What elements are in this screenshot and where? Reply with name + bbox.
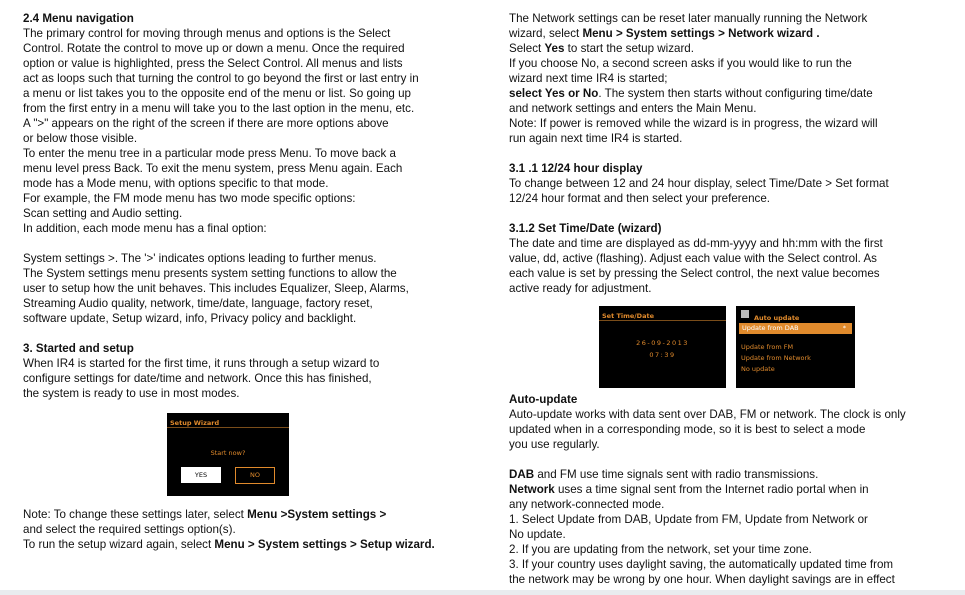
- text-line: System settings >. The '>' indicates options leading to further menus.: [23, 252, 377, 265]
- set-time-date-screen: [599, 306, 726, 388]
- text-line: you use regularly.: [509, 438, 600, 451]
- text-line: 3. If your country uses daylight saving, the automatically updated time from: [509, 558, 894, 571]
- text-line: A ">" appears on the right of the screen if there are more options above: [23, 117, 389, 130]
- divider: [599, 320, 726, 321]
- text-line: [509, 467, 949, 482]
- list-icon: [741, 310, 749, 318]
- text-line: wizard next time IR4 is started;: [509, 72, 668, 85]
- text-line: To enter the menu tree in a particular mode press Menu. To move back a: [23, 147, 396, 160]
- screen-title: Set Time/Date: [602, 312, 654, 320]
- text-line: menu level press Back. To exit the menu system, press Menu again. Each: [23, 162, 403, 175]
- date-value: 26-09-2013: [636, 339, 689, 347]
- note-menu-path: Menu > System settings > Setup wizard.: [214, 538, 435, 551]
- auto-update-screen: [736, 306, 855, 388]
- body-text: to start the setup wizard.: [564, 42, 694, 55]
- page-bottom-bar: [0, 590, 965, 595]
- text-line: The date and time are displayed as dd-mm-yyyy and hh:mm with the first: [509, 237, 883, 250]
- text-line: [509, 26, 949, 41]
- text-line: updated when in a corresponding mode, so it is best to select a mode: [509, 423, 866, 436]
- text-line: No update.: [509, 528, 566, 541]
- text-line: software update, Setup wizard, info, Privacy policy and backlight.: [23, 312, 357, 325]
- text-line: Scan setting and Audio setting.: [23, 207, 183, 220]
- text-line: Control. Rotate the control to move up or down a menu. Once the required: [23, 42, 405, 55]
- text-line: each value is set by pressing the Select control, the next value becomes: [509, 267, 880, 280]
- text-line: value, dd, active (flashing). Adjust each value with the Select control. As: [509, 252, 877, 265]
- menu-option: Update from FM: [741, 343, 794, 351]
- menu-navigation-body: [23, 26, 473, 236]
- menu-path: Menu > System settings > Network wizard .: [582, 27, 820, 40]
- text-line: user to setup how the unit behaves. This includes Equalizer, Sleep, Alarms,: [23, 282, 409, 295]
- text-line: The primary control for moving through menus and options is the Select: [23, 27, 391, 40]
- menu-option: Update from Network: [741, 354, 811, 362]
- text-line: The System settings menu presents system setting functions to allow the: [23, 267, 397, 280]
- emphasis: Yes: [544, 42, 565, 55]
- body-text: and FM use time signals sent with radio transmissions.: [534, 468, 819, 481]
- text-line: If you choose No, a second screen asks if you would like to run the: [509, 57, 852, 70]
- text-line: In addition, each mode menu has a final option:: [23, 222, 267, 235]
- text-line: and select the required settings option(s).: [23, 523, 236, 536]
- text-line: [509, 482, 949, 497]
- emphasis: select Yes or No: [509, 87, 599, 100]
- current-marker: *: [842, 324, 846, 332]
- text-line: act as loops such that turning the control to go beyond the first or last entry in: [23, 72, 419, 85]
- text-line: [23, 537, 473, 552]
- text-line: mode has a Mode menu, with options specific to that mode.: [23, 177, 329, 190]
- text-line: [509, 41, 949, 56]
- selected-option-label: Update from DAB: [742, 324, 799, 332]
- text-line: 1. Select Update from DAB, Update from FM, Update from Network or: [509, 513, 868, 526]
- setup-wizard-screen: [167, 413, 289, 496]
- text-line: 12/24 hour format and then select your preference.: [509, 192, 771, 205]
- text-line: Streaming Audio quality, network, time/date, language, factory reset,: [23, 297, 373, 310]
- body-text: uses a time signal sent from the Internet radio portal when in: [554, 483, 869, 496]
- body-text: wizard, select: [509, 27, 583, 40]
- text-line: To change between 12 and 24 hour display, select Time/Date > Set format: [509, 177, 889, 190]
- text-line: active ready for adjustment.: [509, 282, 652, 295]
- text-line: configure settings for date/time and network. Once this has finished,: [23, 372, 372, 385]
- emphasis: DAB: [509, 468, 535, 481]
- text-line: a menu or list takes you to the opposite end of the menu or list. So going up: [23, 87, 411, 100]
- note-text: Note: To change these settings later, select: [23, 508, 248, 521]
- text-line: Note: If power is removed while the wizard is in progress, the wizard will: [509, 117, 878, 130]
- text-line: or below those visible.: [23, 132, 138, 145]
- text-line: For example, the FM mode menu has two mode specific options:: [23, 192, 356, 205]
- text-line: option or value is highlighted, press the Select Control. All menus and lists: [23, 57, 403, 70]
- body-text: . The system then starts without configuring time/date: [598, 87, 873, 100]
- setup-note: [23, 507, 473, 552]
- emphasis: Network: [509, 483, 555, 496]
- section-set-time-date-heading: 3.1.2 Set Time/Date (wizard): [509, 222, 662, 235]
- text-line: the network may be wrong by one hour. When daylight savings are in effect: [509, 573, 895, 586]
- menu-option: No update: [741, 365, 775, 373]
- section-auto-update-heading: Auto-update: [509, 393, 578, 406]
- section-hour-display-heading: 3.1 .1 12/24 hour display: [509, 162, 643, 175]
- note-menu-path: Menu >System settings >: [247, 508, 387, 521]
- system-settings-paragraph: [23, 251, 473, 326]
- section-menu-navigation-heading: 2.4 Menu navigation: [23, 12, 134, 25]
- text-line: When IR4 is started for the first time, it runs through a setup wizard to: [23, 357, 380, 370]
- text-line: from the first entry in a menu will take you to the last option in the menu, etc.: [23, 102, 415, 115]
- text-line: the system is ready to use in most modes.: [23, 387, 240, 400]
- selected-option: [739, 323, 852, 334]
- text-line: Auto-update works with data sent over DAB, FM or network. The clock is only: [509, 408, 906, 421]
- no-button: NO: [235, 467, 275, 484]
- started-setup-body: [23, 356, 473, 401]
- text-line: any network-connected mode.: [509, 498, 665, 511]
- left-column: [23, 11, 473, 401]
- yes-button: YES: [181, 467, 221, 483]
- text-line: 2. If you are updating from the network, set your time zone.: [509, 543, 812, 556]
- screen-question: Start now?: [210, 449, 246, 457]
- screen-title: Auto update: [754, 314, 800, 322]
- divider: [167, 427, 289, 428]
- text-line: [509, 86, 949, 101]
- section-started-setup-heading: 3. Started and setup: [23, 342, 134, 355]
- text-line: [23, 507, 473, 522]
- text-line: The Network settings can be reset later manually running the Network: [509, 12, 868, 25]
- text-line: and network settings and enters the Main Menu.: [509, 102, 757, 115]
- screen-title: Setup Wizard: [170, 419, 220, 427]
- body-text: Select: [509, 42, 545, 55]
- note-text: To run the setup wizard again, select: [23, 538, 215, 551]
- text-line: run again next time IR4 is started.: [509, 132, 683, 145]
- right-column: [509, 11, 949, 296]
- auto-update-section: [509, 392, 949, 587]
- time-value: 07:39: [649, 351, 676, 359]
